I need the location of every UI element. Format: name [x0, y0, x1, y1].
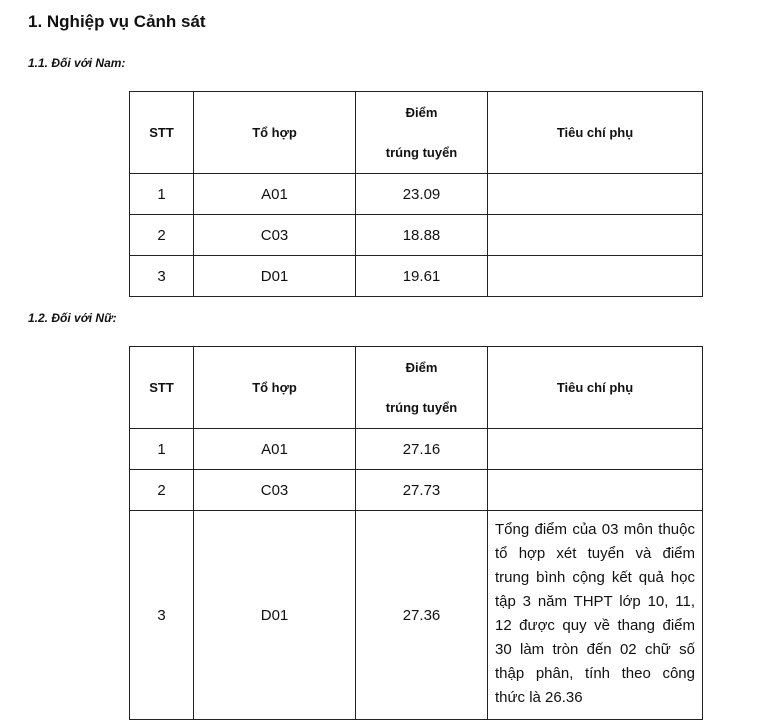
cell-tieu-chi [488, 429, 703, 470]
male-subtitle: 1.1. Đối với Nam: [28, 56, 126, 70]
cell-to-hop: A01 [194, 429, 356, 470]
cell-diem: 27.36 [356, 511, 488, 720]
header-diem-line1: Điểm [405, 359, 438, 375]
cell-tieu-chi [488, 470, 703, 511]
cell-stt: 2 [130, 215, 194, 256]
header-diem-line1: Điểm [405, 104, 438, 120]
cell-tieu-chi [488, 256, 703, 297]
table-row [130, 511, 703, 720]
header-diem [356, 92, 488, 174]
table-row [130, 470, 703, 511]
cell-stt: 1 [130, 174, 194, 215]
table-header-row [130, 92, 703, 174]
table-row [130, 174, 703, 215]
header-diem-line2: trúng tuyển [385, 144, 458, 160]
header-tieu-chi: Tiêu chí phụ [488, 347, 703, 429]
cell-stt: 2 [130, 470, 194, 511]
male-score-table [129, 91, 703, 297]
cell-tieu-chi: Tổng điểm của 03 môn thuộc tổ hợp xét tuyển và điểm trung bình cộng kết quả học tập 3 năm THPT lớp 10, 11, 12 được quy về thang điểm 30 làm tròn đến 02 chữ số thập phân, tính theo công thức là 26.36 [488, 511, 703, 720]
cell-tieu-chi [488, 215, 703, 256]
header-stt: STT [130, 347, 194, 429]
cell-diem: 18.88 [356, 215, 488, 256]
header-stt: STT [130, 92, 194, 174]
cell-diem: 27.73 [356, 470, 488, 511]
header-diem-line2: trúng tuyển [385, 399, 458, 415]
cell-diem: 27.16 [356, 429, 488, 470]
table-header-row [130, 347, 703, 429]
cell-diem: 19.61 [356, 256, 488, 297]
female-subtitle: 1.2. Đối với Nữ: [28, 311, 117, 325]
cell-stt: 1 [130, 429, 194, 470]
table-row [130, 256, 703, 297]
table-row [130, 215, 703, 256]
cell-to-hop: D01 [194, 511, 356, 720]
cell-to-hop: D01 [194, 256, 356, 297]
header-tieu-chi: Tiêu chí phụ [488, 92, 703, 174]
section-title: 1. Nghiệp vụ Cảnh sát [28, 12, 206, 31]
cell-to-hop: C03 [194, 215, 356, 256]
cell-diem: 23.09 [356, 174, 488, 215]
header-diem [356, 347, 488, 429]
table-row [130, 429, 703, 470]
cell-tieu-chi [488, 174, 703, 215]
female-score-table [129, 346, 703, 720]
cell-stt: 3 [130, 511, 194, 720]
header-to-hop: Tổ hợp [194, 347, 356, 429]
cell-to-hop: A01 [194, 174, 356, 215]
cell-stt: 3 [130, 256, 194, 297]
cell-to-hop: C03 [194, 470, 356, 511]
header-to-hop: Tổ hợp [194, 92, 356, 174]
